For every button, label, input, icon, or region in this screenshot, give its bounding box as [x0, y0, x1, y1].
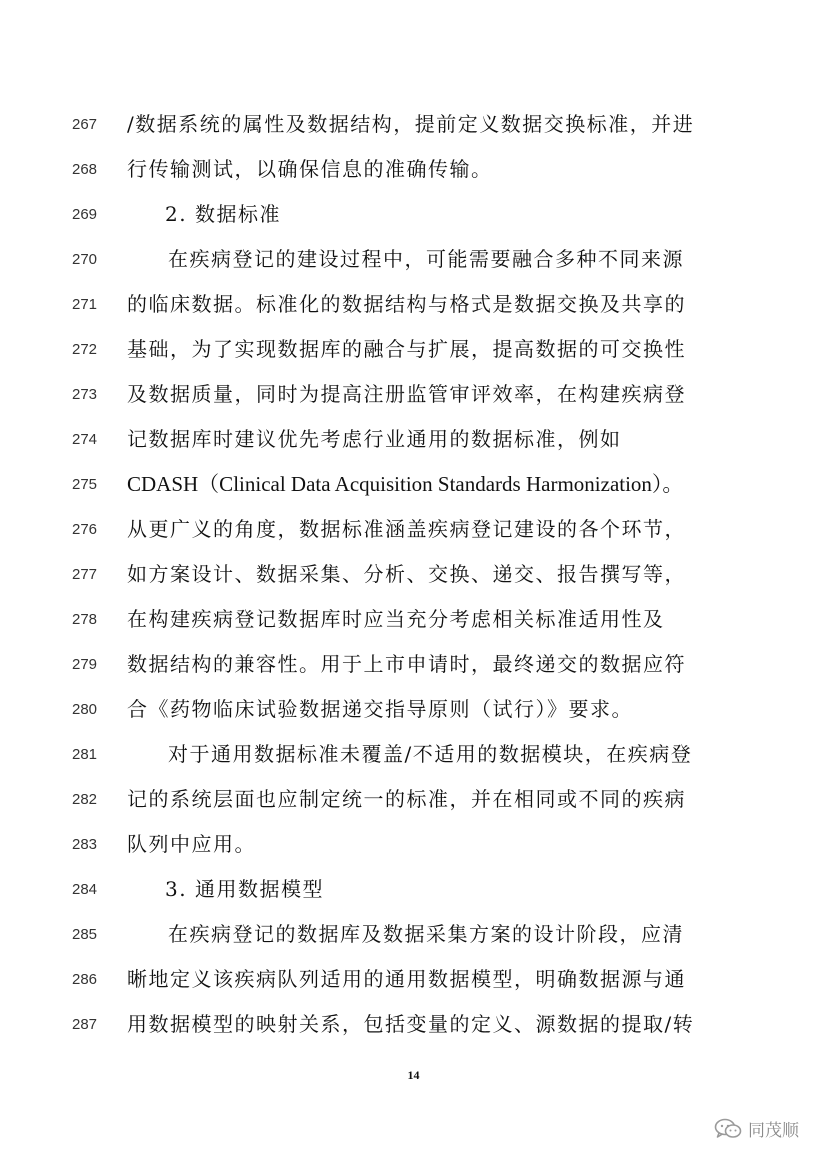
- line-text: CDASH（Clinical Data Acquisition Standards Harmonization）。: [127, 472, 684, 496]
- line-number: 270: [72, 251, 98, 268]
- line-text: 基础，为了实现数据库的融合与扩展，提高数据的可交换性: [127, 337, 686, 361]
- text-line: [0, 237, 827, 282]
- line-text: 在疾病登记的数据库及数据采集方案的设计阶段，应清: [168, 922, 684, 946]
- line-number: 267: [72, 116, 98, 133]
- line-text: 从更广义的角度，数据标准涵盖疾病登记建设的各个环节，: [127, 517, 686, 541]
- wechat-icon: [714, 1117, 742, 1141]
- line-text: 及数据质量，同时为提高注册监管审评效率，在构建疾病登: [127, 382, 686, 406]
- page-number: 14: [407, 1068, 420, 1082]
- text-line: [0, 327, 827, 372]
- line-number: 283: [72, 836, 98, 853]
- line-number: 277: [72, 566, 98, 583]
- text-line: [0, 417, 827, 462]
- line-text: 用数据模型的映射关系，包括变量的定义、源数据的提取/转: [127, 1012, 695, 1036]
- text-line: [0, 732, 827, 777]
- line-number: 278: [72, 611, 98, 628]
- text-line: [0, 912, 827, 957]
- line-number: 275: [72, 476, 98, 493]
- text-line: [0, 147, 827, 192]
- line-text: 记的系统层面也应制定统一的标准，并在相同或不同的疾病: [127, 787, 686, 811]
- line-number: 282: [72, 791, 98, 808]
- line-number: 281: [72, 746, 98, 763]
- text-line: [0, 1002, 827, 1047]
- line-text: 如方案设计、数据采集、分析、交换、递交、报告撰写等，: [127, 562, 686, 586]
- section-heading: 2. 数据标准: [165, 202, 281, 226]
- text-line: [0, 102, 827, 147]
- line-text: 记数据库时建议优先考虑行业通用的数据标准，例如: [127, 427, 622, 451]
- text-line: [0, 507, 827, 552]
- line-text: 行传输测试，以确保信息的准确传输。: [127, 157, 493, 181]
- line-text: 队列中应用。: [127, 832, 256, 856]
- line-number: 284: [72, 881, 98, 898]
- text-line: [0, 957, 827, 1002]
- line-text: /数据系统的属性及数据结构，提前定义数据交换标准，并进: [127, 112, 695, 136]
- line-number: 272: [72, 341, 98, 358]
- line-text: 的临床数据。标准化的数据结构与格式是数据交换及共享的: [127, 292, 686, 316]
- line-number: 269: [72, 206, 98, 223]
- text-line: [0, 777, 827, 822]
- text-line: [0, 597, 827, 642]
- line-text: 对于通用数据标准未覆盖/不适用的数据模块，在疾病登: [168, 742, 693, 766]
- text-line: [0, 642, 827, 687]
- watermark: [714, 1116, 799, 1141]
- line-number: 276: [72, 521, 98, 538]
- line-text: 数据结构的兼容性。用于上市申请时，最终递交的数据应符: [127, 652, 686, 676]
- text-line: [0, 372, 827, 417]
- line-number: 271: [72, 296, 98, 313]
- text-line: [0, 822, 827, 867]
- line-text: 在疾病登记的建设过程中，可能需要融合多种不同来源: [168, 247, 684, 271]
- line-number: 274: [72, 431, 98, 448]
- text-line: [0, 282, 827, 327]
- text-line: [0, 462, 827, 507]
- line-number: 280: [72, 701, 98, 718]
- text-line: [0, 687, 827, 732]
- line-text: 合《药物临床试验数据递交指导原则（试行）》要求。: [127, 697, 633, 721]
- section-heading-line: [0, 867, 827, 912]
- line-number: 279: [72, 656, 98, 673]
- section-heading: 3. 通用数据模型: [165, 877, 324, 901]
- line-number: 273: [72, 386, 98, 403]
- line-number: 286: [72, 971, 98, 988]
- line-text: 在构建疾病登记数据库时应当充分考虑相关标准适用性及: [127, 607, 665, 631]
- line-number: 268: [72, 161, 98, 178]
- line-number: 287: [72, 1016, 98, 1033]
- text-line: [0, 552, 827, 597]
- line-text: 晰地定义该疾病队列适用的通用数据模型，明确数据源与通: [127, 967, 686, 991]
- section-heading-line: [0, 192, 827, 237]
- line-number: 285: [72, 926, 98, 943]
- watermark-text: 同茂顺: [748, 1121, 799, 1141]
